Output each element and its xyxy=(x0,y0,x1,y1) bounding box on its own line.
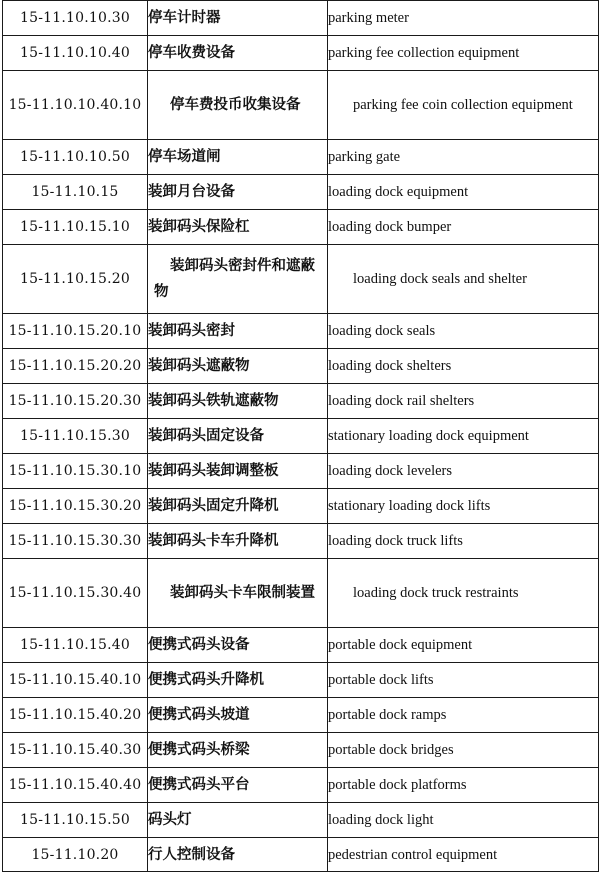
code-cell: 15-11.10.15.30.20 xyxy=(3,489,148,524)
table-row xyxy=(3,1,599,36)
english-term-cell: loading dock equipment xyxy=(328,175,599,210)
english-term-cell: loading dock seals xyxy=(328,314,599,349)
english-term-cell: stationary loading dock equipment xyxy=(328,419,599,454)
table-row xyxy=(3,140,599,175)
table-row xyxy=(3,245,599,314)
english-term-cell: portable dock ramps xyxy=(328,698,599,733)
chinese-term-cell: 装卸码头密封件和遮蔽物 xyxy=(148,245,328,314)
english-term-cell: stationary loading dock lifts xyxy=(328,489,599,524)
code-cell: 15-11.10.15.40.10 xyxy=(3,663,148,698)
chinese-term-cell: 行人控制设备 xyxy=(148,838,328,872)
chinese-term-cell: 便携式码头设备 xyxy=(148,628,328,663)
chinese-term-cell: 码头灯 xyxy=(148,803,328,838)
english-term-cell: parking meter xyxy=(328,1,599,36)
code-cell: 15-11.10.15.40.20 xyxy=(3,698,148,733)
code-cell: 15-11.10.15.20.10 xyxy=(3,314,148,349)
chinese-term-cell: 装卸码头卡车升降机 xyxy=(148,524,328,559)
table-row xyxy=(3,524,599,559)
table-row xyxy=(3,698,599,733)
code-cell: 15-11.10.15.20.30 xyxy=(3,384,148,419)
table-row xyxy=(3,454,599,489)
code-cell: 15-11.10.10.50 xyxy=(3,140,148,175)
chinese-term-cell: 装卸码头装卸调整板 xyxy=(148,454,328,489)
table-row xyxy=(3,768,599,803)
table-row xyxy=(3,349,599,384)
chinese-term-cell: 装卸码头卡车限制装置 xyxy=(148,559,328,628)
chinese-term-cell: 装卸月台设备 xyxy=(148,175,328,210)
code-cell: 15-11.10.15.20.20 xyxy=(3,349,148,384)
code-cell: 15-11.10.15.30.40 xyxy=(3,559,148,628)
table-row xyxy=(3,489,599,524)
code-cell: 15-11.10.15.10 xyxy=(3,210,148,245)
chinese-term-cell: 停车计时器 xyxy=(148,1,328,36)
chinese-term-cell: 便携式码头升降机 xyxy=(148,663,328,698)
english-term-cell: portable dock equipment xyxy=(328,628,599,663)
code-cell: 15-11.10.10.30 xyxy=(3,1,148,36)
chinese-term-cell: 装卸码头铁轨遮蔽物 xyxy=(148,384,328,419)
english-term-cell: loading dock light xyxy=(328,803,599,838)
chinese-term-cell: 装卸码头固定设备 xyxy=(148,419,328,454)
table-row xyxy=(3,384,599,419)
english-term-cell: portable dock platforms xyxy=(328,768,599,803)
table-row xyxy=(3,559,599,628)
table-row xyxy=(3,419,599,454)
table-row xyxy=(3,733,599,768)
english-term-cell: portable dock bridges xyxy=(328,733,599,768)
english-term-cell: loading dock shelters xyxy=(328,349,599,384)
table-row xyxy=(3,71,599,140)
chinese-term-cell: 停车收费设备 xyxy=(148,36,328,71)
chinese-term-cell: 停车场道闸 xyxy=(148,140,328,175)
code-cell: 15-11.10.15.40.30 xyxy=(3,733,148,768)
english-term-cell: loading dock seals and shelter xyxy=(328,245,599,314)
english-term-cell: parking fee coin collection equipment xyxy=(328,71,599,140)
table-row xyxy=(3,175,599,210)
code-cell: 15-11.10.15.50 xyxy=(3,803,148,838)
chinese-term-cell: 便携式码头桥梁 xyxy=(148,733,328,768)
english-term-cell: parking fee collection equipment xyxy=(328,36,599,71)
table-row xyxy=(3,628,599,663)
english-term-cell: portable dock lifts xyxy=(328,663,599,698)
table-row xyxy=(3,838,599,872)
chinese-term-cell: 装卸码头保险杠 xyxy=(148,210,328,245)
table-row xyxy=(3,210,599,245)
english-term-cell: loading dock truck lifts xyxy=(328,524,599,559)
table-row xyxy=(3,803,599,838)
code-cell: 15-11.10.15 xyxy=(3,175,148,210)
chinese-term-cell: 装卸码头密封 xyxy=(148,314,328,349)
chinese-term-cell: 停车费投币收集设备 xyxy=(148,71,328,140)
english-term-cell: loading dock levelers xyxy=(328,454,599,489)
code-cell: 15-11.10.15.20 xyxy=(3,245,148,314)
code-cell: 15-11.10.15.40 xyxy=(3,628,148,663)
english-term-cell: loading dock rail shelters xyxy=(328,384,599,419)
code-cell: 15-11.10.10.40.10 xyxy=(3,71,148,140)
english-term-cell: pedestrian control equipment xyxy=(328,838,599,872)
classification-table xyxy=(2,0,599,872)
english-term-cell: loading dock bumper xyxy=(328,210,599,245)
chinese-term-cell: 装卸码头固定升降机 xyxy=(148,489,328,524)
chinese-term-cell: 便携式码头坡道 xyxy=(148,698,328,733)
code-cell: 15-11.10.10.40 xyxy=(3,36,148,71)
table-row xyxy=(3,663,599,698)
table-row xyxy=(3,314,599,349)
english-term-cell: parking gate xyxy=(328,140,599,175)
code-cell: 15-11.10.15.30.10 xyxy=(3,454,148,489)
code-cell: 15-11.10.20 xyxy=(3,838,148,872)
english-term-cell: loading dock truck restraints xyxy=(328,559,599,628)
code-cell: 15-11.10.15.40.40 xyxy=(3,768,148,803)
table-body xyxy=(3,1,599,872)
chinese-term-cell: 装卸码头遮蔽物 xyxy=(148,349,328,384)
code-cell: 15-11.10.15.30 xyxy=(3,419,148,454)
code-cell: 15-11.10.15.30.30 xyxy=(3,524,148,559)
table-row xyxy=(3,36,599,71)
chinese-term-cell: 便携式码头平台 xyxy=(148,768,328,803)
